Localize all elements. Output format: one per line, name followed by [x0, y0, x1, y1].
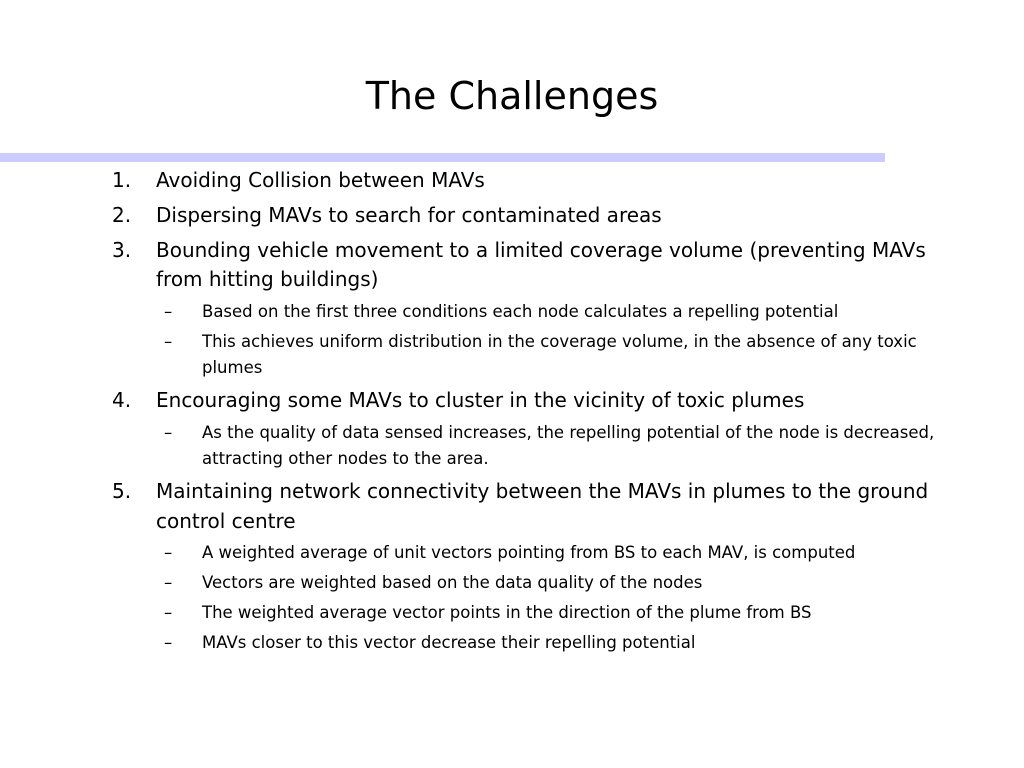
item-text: Encouraging some MAVs to cluster in the vicinity of toxic plumes — [156, 388, 805, 412]
sub-item-text: This achieves uniform distribution in the coverage volume, in the absence of any toxic plumes — [202, 331, 917, 377]
list-item-1 — [0, 166, 1024, 196]
item-number: 5. — [112, 479, 132, 503]
sub-item-text: The weighted average vector points in the direction of the plume from BS — [202, 603, 812, 622]
item-text: Maintaining network connectivity between the MAVs in plumes to the ground control centre — [156, 479, 929, 533]
dash-marker: – — [164, 301, 173, 321]
item-number: 4. — [112, 388, 132, 412]
sub-item-text: As the quality of data sensed increases, the repelling potential of the node is decreased, attracting other nodes to the area. — [202, 422, 935, 468]
slide-title: The Challenges — [365, 74, 659, 118]
item-text: Dispersing MAVs to search for contaminated areas — [156, 202, 662, 227]
item-number: 3. — [112, 237, 132, 262]
list-item-3 — [0, 236, 1024, 295]
sub-item-text: Vectors are weighted based on the data quality of the nodes — [202, 573, 703, 592]
sub-item — [0, 630, 1024, 656]
list-item-2 — [0, 201, 1024, 231]
challenges-list — [0, 160, 1024, 656]
sub-item-text: Based on the first three conditions each node calculates a repelling potential — [202, 301, 839, 321]
sub-item-text: MAVs closer to this vector decrease their repelling potential — [202, 633, 696, 652]
list-item-4 — [0, 386, 1024, 416]
sub-item — [0, 329, 1024, 381]
sub-item-text: A weighted average of unit vectors pointing from BS to each MAV, is computed — [202, 543, 856, 562]
sub-item — [0, 600, 1024, 626]
dash-marker: – — [164, 331, 173, 351]
dash-marker: – — [164, 603, 173, 622]
item-text: Bounding vehicle movement to a limited coverage volume (preventing MAVs from hitting buildings) — [156, 237, 926, 291]
sub-item — [0, 299, 1024, 325]
dash-marker: – — [164, 543, 173, 562]
dash-marker: – — [164, 633, 173, 652]
dash-marker: – — [164, 422, 173, 442]
item-number: 2. — [112, 202, 132, 227]
sub-item — [0, 570, 1024, 596]
list-item-5 — [0, 477, 1024, 536]
item-text: Avoiding Collision between MAVs — [156, 167, 485, 192]
sub-item — [0, 420, 1024, 472]
dash-marker: – — [164, 573, 173, 592]
sub-item — [0, 540, 1024, 566]
item-number: 1. — [112, 167, 132, 192]
